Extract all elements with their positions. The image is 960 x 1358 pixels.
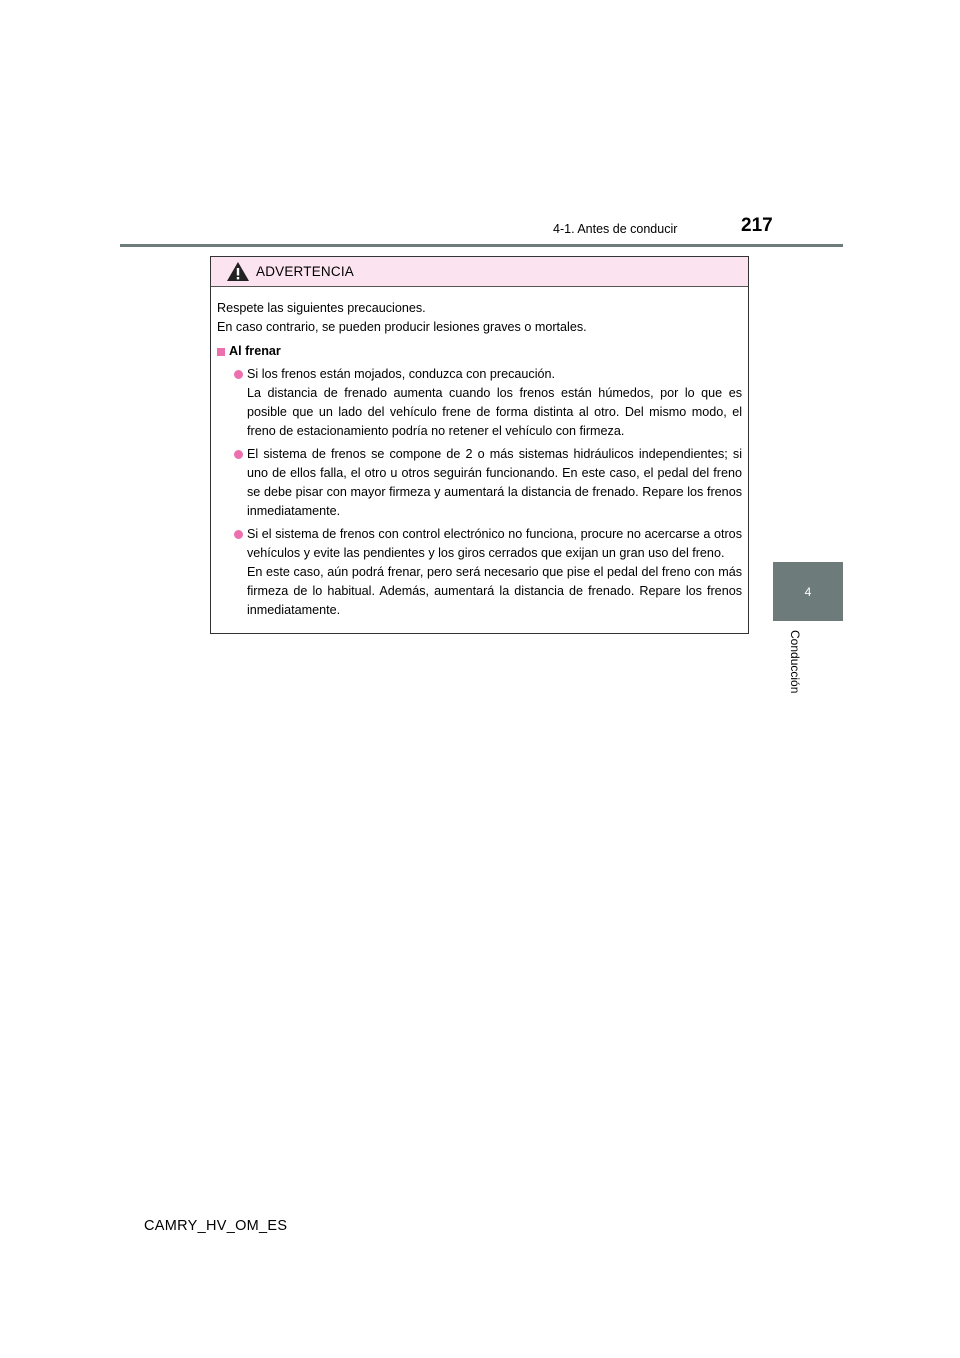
- circle-bullet-icon: [234, 370, 243, 379]
- intro-line: Respete las siguientes precauciones.: [217, 301, 426, 315]
- chapter-tab: [773, 562, 843, 621]
- document-id: CAMRY_HV_OM_ES: [144, 1218, 288, 1234]
- section-title: [217, 342, 742, 361]
- circle-bullet-icon: [234, 450, 243, 459]
- warning-title: ADVERTENCIA: [256, 264, 354, 279]
- list-item: [217, 365, 742, 441]
- item-paragraph: El sistema de frenos se compone de 2 o más sistemas hidráulicos independientes; si uno de ellos falla, el otro u otros seguirán funcionando. En este caso, el pedal del freno se debe pisar con mayor firmeza y aumentará la distancia de frenado. Repare los frenos inmediatamente.: [247, 447, 742, 518]
- chapter-number: 4: [804, 584, 812, 599]
- warning-box: [210, 256, 749, 634]
- header-rule: [120, 244, 843, 247]
- intro-line: En caso contrario, se pueden producir lesiones graves o mortales.: [217, 320, 587, 334]
- chapter-title: Conducción: [788, 630, 802, 694]
- section-header: 4-1. Antes de conducir: [553, 222, 678, 236]
- item-paragraph: Si los frenos están mojados, conduzca con precaución.: [247, 367, 556, 381]
- circle-bullet-icon: [234, 530, 243, 539]
- item-paragraph: En este caso, aún podrá frenar, pero será necesario que pise el pedal del freno con más firmeza de lo habitual. Además, aumentará la distancia de frenado. Repare los frenos inmediatamente.: [247, 565, 742, 617]
- square-bullet-icon: [217, 348, 225, 356]
- warning-body: [211, 287, 748, 620]
- section-title-text: Al frenar: [229, 344, 281, 358]
- list-item: [217, 525, 742, 620]
- warning-triangle-icon: [226, 261, 250, 282]
- warning-intro: [217, 299, 742, 337]
- list-item: [217, 445, 742, 521]
- page-number: 217: [741, 215, 773, 236]
- warning-header: [211, 257, 748, 287]
- item-paragraph: Si el sistema de frenos con control electrónico no funciona, procure no acercarse a otros vehículos y evite las pendientes y los giros cerrados que exijan un gran uso del freno.: [247, 527, 742, 560]
- item-paragraph: La distancia de frenado aumenta cuando los frenos están húmedos, por lo que es posible que un lado del vehículo frene de forma distinta al otro. Del mismo modo, el freno de estacionamiento podría no retener el vehículo con firmeza.: [247, 386, 742, 438]
